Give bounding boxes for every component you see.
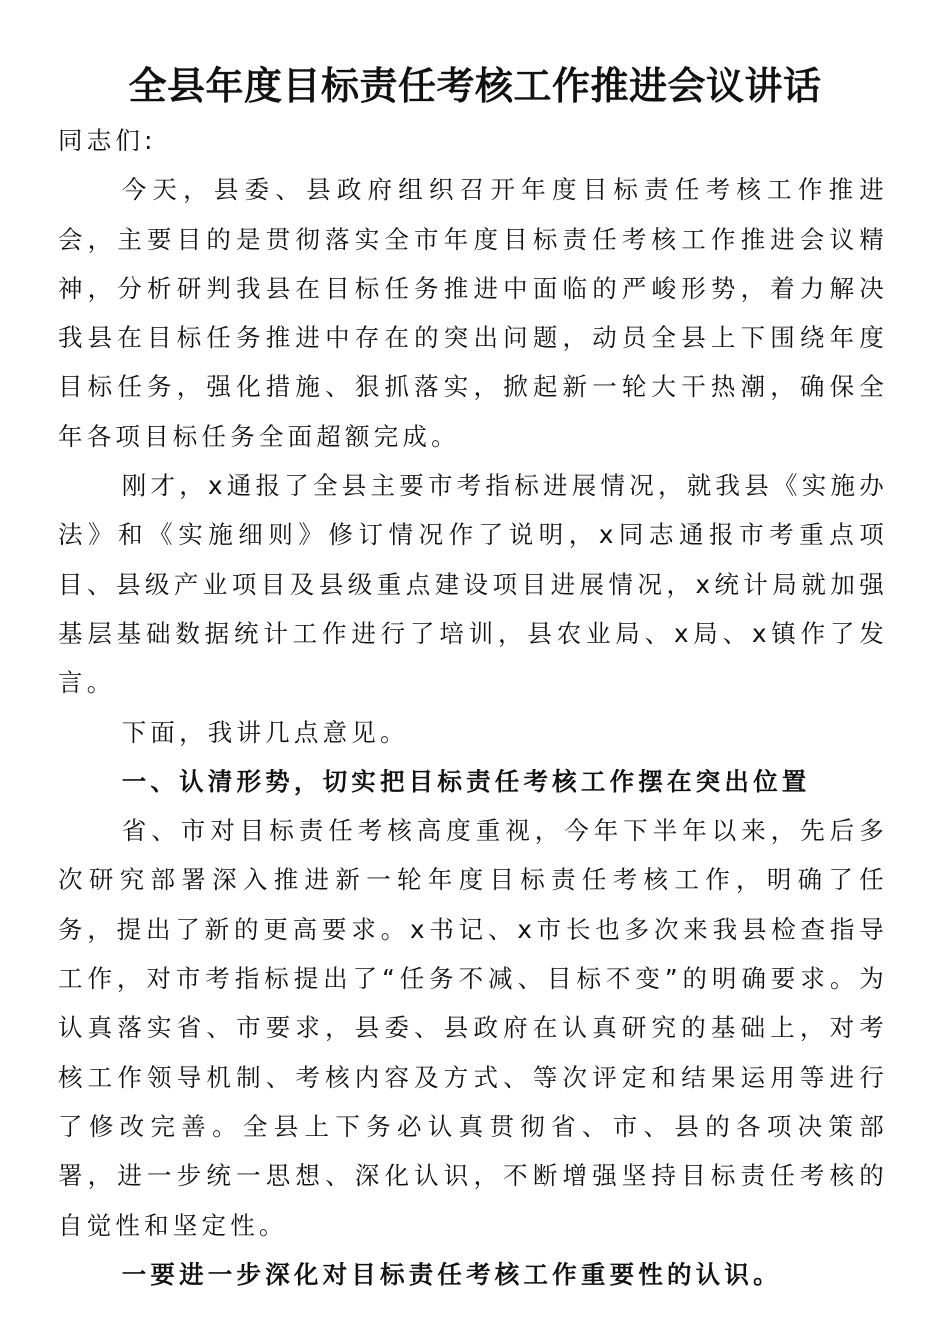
subsection-heading: 一要进一步深化对目标责任考核工作重要性的认识。 — [121, 1259, 782, 1289]
paragraph-briefing: 刚才，x通报了全县主要市考指标进展情况，就我县《实施办法》和《实施细则》修订情况作了说明，x同志通报市考重点项目、县级产业项目及县级重点建设项目进展情况，x统计局就加强基层基础数据统计工作进行了培训，县农业局、x局、x镇作了发言。 — [58, 471, 888, 698]
paragraph-opening: 今天，县委、县政府组织召开年度目标责任考核工作推进会，主要目的是贯彻落实全市年度目标责任考核工作推进会议精神，分析研判我县在目标任务推进中面临的严峻形势，着力解决我县在目标任务推进中存在的突出问题，动员全县上下围绕年度目标任务，强化措施、狠抓落实，掀起新一轮大干热潮，确保全年各项目标任务全面超额完成。 — [58, 175, 888, 451]
paragraph-transition: 下面，我讲几点意见。 — [121, 717, 409, 747]
salutation: 同志们: — [58, 126, 157, 155]
document-body — [58, 116, 888, 1299]
section-heading: 一、认清形势，切实把目标责任考核工作摆在突出位置 — [121, 766, 811, 796]
section-paragraph: 省、市对目标责任考核高度重视，今年下半年以来，先后多次研究部署深入推进新一轮年度目标责任考核工作，明确了任务，提出了新的更高要求。x书记、x市长也多次来我县检查指导工作，对市考指标提出了“任务不减、目标不变”的明确要求。为认真落实省、市要求，县委、县政府在认真研究的基础上，对考核工作领导机制、考核内容及方式、等次评定和结果运用等进行了修改完善。全县上下务必认真贯彻省、市、县的各项决策部署，进一步统一思想、深化认识，不断增强坚持目标责任考核的自觉性和坚定性。 — [58, 816, 888, 1240]
document-title: 全县年度目标责任考核工作推进会议讲话 — [128, 63, 822, 108]
